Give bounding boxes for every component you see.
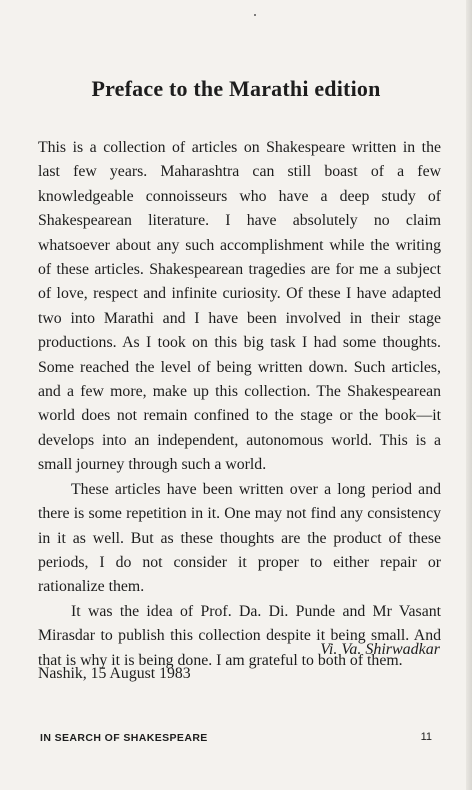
- page-speck: [254, 14, 256, 16]
- running-footer-title: IN SEARCH OF SHAKESPEARE: [40, 732, 208, 744]
- preface-body: [38, 136, 441, 673]
- paragraph-3: It was the idea of Prof. Da. Di. Punde and Mr Vasant Mirasdar to publish this collection despite it being small. And that is why it is being done. I am grateful to both of them.: [38, 602, 441, 669]
- place-and-date: Nashik, 15 August 1983: [38, 665, 191, 682]
- page-edge-shadow: [466, 0, 472, 790]
- author-signature: Vi. Va. Shirwadkar: [320, 641, 440, 658]
- paragraph-1: This is a collection of articles on Shakespeare written in the last few years. Maharashtra can still boast of a few knowledgeable connoisseurs who have a deep study of Shakespearean literature. I have absolutely no claim whatsoever about any such accomplishment while the writing of these articles. Shakespearean tragedies are for me a subject of love, respect and infinite curiosity. Of these I have adapted two into Marathi and I have been involved in their stage productions. As I took on this big task I had some thoughts. Some reached the level of being written down. Such articles, and a few more, make up this collection. The Shakespearean world does not remain confined to the stage or the book—it develops into an independent, autonomous world. This is a small journey through such a world.: [38, 139, 441, 474]
- page-title: Preface to the Marathi edition: [91, 76, 381, 101]
- page-number: 11: [420, 731, 432, 743]
- paragraph-2: These articles have been written over a long period and there is some repetition in it. One may not find any consistency in it as well. But as these thoughts are the product of these periods, I do not consider it proper to either repair or rationalize them.: [38, 480, 441, 596]
